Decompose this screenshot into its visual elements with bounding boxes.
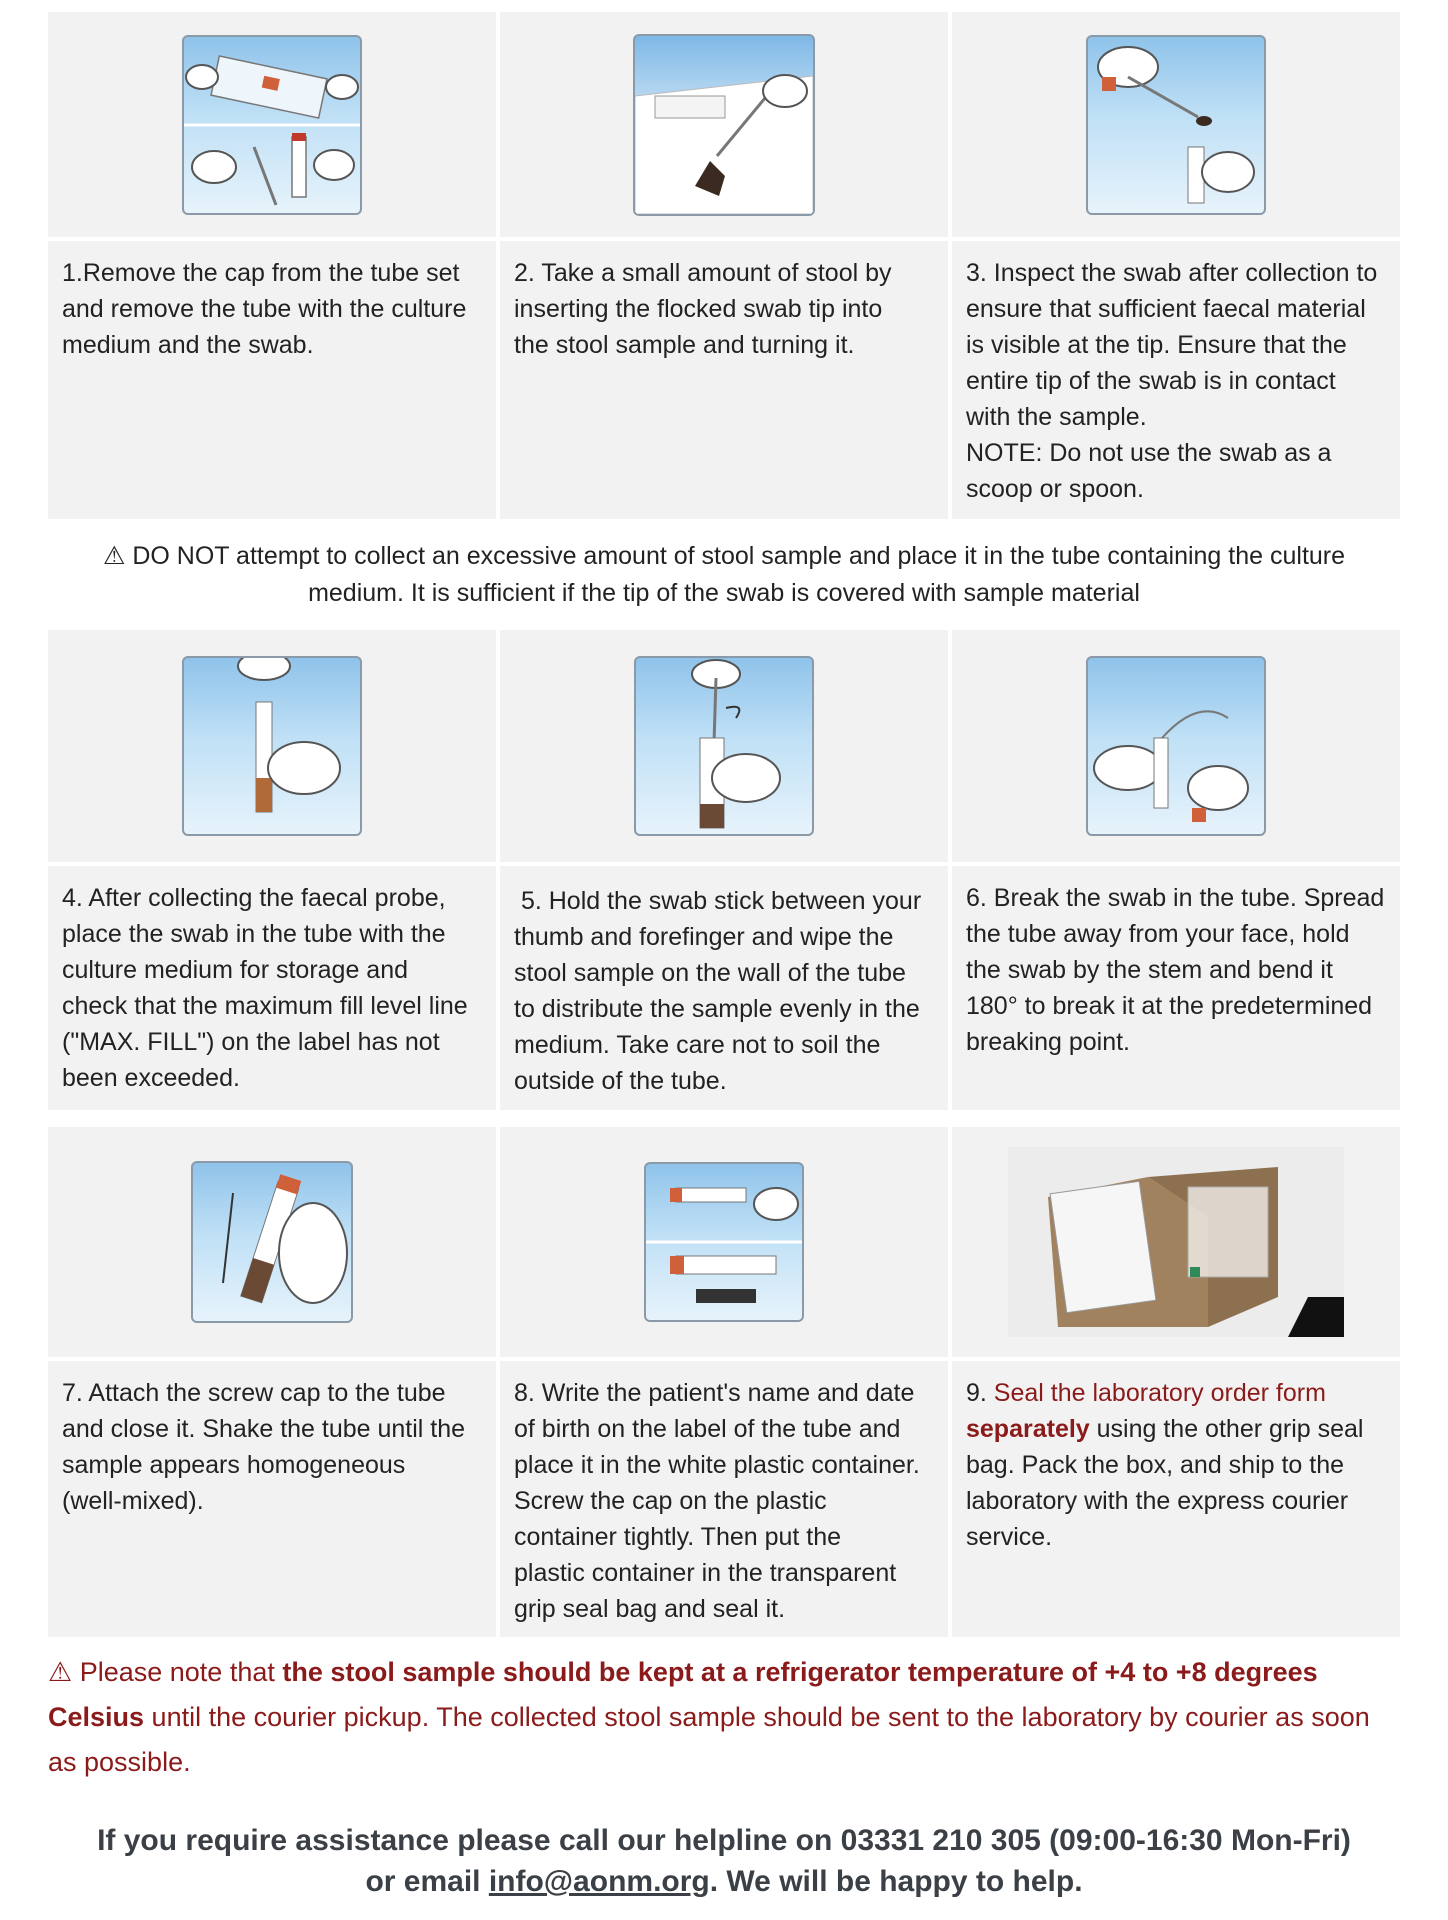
help-line-2 [48,1861,1400,1902]
text-line: place the swab in the tube with the [62,920,446,948]
text-line: culture medium for storage and [62,956,409,984]
steps-row-2 [48,630,1400,1110]
shipping-box-icon [1008,1147,1344,1337]
step-7-image-cell [48,1127,496,1357]
text-line: NOTE: Do not use the swab as a [966,439,1332,467]
step-3-illustration [1086,35,1266,215]
step-9-red-text: Seal the laboratory order form [993,1379,1326,1407]
step-1-image-cell [48,12,496,237]
step-6-text [952,866,1400,1110]
text-line: been exceeded. [62,1064,240,1092]
text-line: 2. Take a small amount of stool by [514,259,892,287]
step-3-text [952,241,1400,519]
text-line: the stool sample and turning it. [514,331,855,359]
text-line: breaking point. [966,1028,1131,1056]
step-6-image-cell [952,630,1400,862]
text-line: the tube away from your face, hold [966,920,1350,948]
step-2-text [500,241,948,519]
text-line: inserting the flocked swab tip into [514,295,883,323]
tube-set-icon [184,37,360,213]
text-line: (well-mixed). [62,1487,204,1515]
shake-tube-icon [193,1163,351,1321]
warning-2-suffix: until the courier pickup. The collected stool sample should be sent to the laboratory by courier as soon as possible. [48,1702,1370,1777]
text-line: 1.Remove the cap from the tube set [62,259,460,287]
text-line: sample appears homogeneous [62,1451,406,1479]
refrigeration-warning [48,1650,1400,1785]
text-line: scoop or spoon. [966,475,1144,503]
text-line: plastic container in the transparent [514,1559,897,1587]
text-line: Screw the cap on the plastic [514,1487,827,1515]
step-7-text [48,1361,496,1637]
step-5-text [500,866,948,1110]
step-4-image-cell [48,630,496,862]
step-7-illustration [191,1161,353,1323]
step-1-illustration [182,35,362,215]
steps-row-1 [48,12,1400,519]
warning-2-prefix: ⚠ Please note that [48,1657,283,1687]
step-9-line-2: bag. Pack the box, and ship to the [966,1451,1345,1479]
step-9-line-1: using the other grip seal [1089,1415,1364,1443]
text-line: check that the maximum fill level line [62,992,468,1020]
step-6-illustration [1086,656,1266,836]
text-line: outside of the tube. [514,1067,727,1095]
helpline-notice [48,1820,1400,1902]
text-line: the swab by the stem and bend it [966,956,1333,984]
step-2-illustration [633,34,815,216]
text-line: ("MAX. FILL") on the label has not [62,1028,440,1056]
text-line: to distribute the sample evenly in the [514,995,920,1023]
text-line: 3. Inspect the swab after collection to [966,259,1378,287]
text-line: medium and the swab. [62,331,314,359]
step-9-text [952,1361,1400,1637]
tube-fill-icon [184,658,360,834]
help-line-2-post: . We will be happy to help. [709,1865,1083,1898]
step-8-image-cell [500,1127,948,1357]
text-line: entire tip of the swab is in contact [966,367,1336,395]
swab-inspect-icon [1088,37,1264,213]
step-9-image-cell [952,1127,1400,1357]
stool-swab-icon [635,36,813,214]
text-line: with the sample. [966,403,1147,431]
help-line-2-pre: or email [365,1865,489,1898]
text-line: 4. After collecting the faecal probe, [62,884,446,912]
step-2-image-cell [500,12,948,237]
step-4-text [48,866,496,1110]
text-line: and close it. Shake the tube until the [62,1415,466,1443]
step-1-text [48,241,496,519]
text-line: medium. Take care not to soil the [514,1031,881,1059]
email-link[interactable]: info@aonm.org [488,1865,710,1898]
text-line: of birth on the label of the tube and [514,1415,901,1443]
text-line: thumb and forefinger and wipe the [514,923,894,951]
step-9-prefix: 9. [966,1379,994,1407]
warning-1-line-1: ⚠ DO NOT attempt to collect an excessive amount of stool sample and place it in the tube containing the culture [102,542,1346,570]
help-line-1: If you require assistance please call our helpline on 03331 210 305 (09:00-16:30 Mon-Fri) [97,1824,1351,1857]
step-4-illustration [182,656,362,836]
warning-2-bold: the stool sample should be kept at a refrigerator temperature of +4 to +8 degrees Celsius [48,1657,1318,1732]
text-line: and remove the tube with the culture [62,295,467,323]
text-line: container tightly. Then put the [514,1523,842,1551]
text-line: 5. Hold the swab stick between your [514,887,922,915]
text-line: ensure that sufficient faecal material [966,295,1366,323]
step-5-illustration [634,656,814,836]
text-line: stool sample on the wall of the tube [514,959,906,987]
text-line: 6. Break the swab in the tube. Spread [966,884,1385,912]
step-8-illustration [644,1162,804,1322]
text-line: grip seal bag and seal it. [514,1595,786,1623]
step-9-photo [1008,1147,1344,1337]
text-line: is visible at the tip. Ensure that the [966,331,1347,359]
swab-break-icon [1088,658,1264,834]
text-line: 180° to break it at the predetermined [966,992,1373,1020]
warning-1-line-2: medium. It is sufficient if the tip of the swab is covered with sample material [308,579,1140,607]
text-line: 8. Write the patient's name and date [514,1379,915,1407]
step-3-image-cell [952,12,1400,237]
swab-wipe-icon [636,658,812,834]
excess-sample-warning [48,538,1400,612]
label-tube-icon [646,1164,802,1320]
step-9-bold-red: separately [966,1415,1090,1443]
text-line: 7. Attach the screw cap to the tube [62,1379,446,1407]
step-8-text [500,1361,948,1637]
text-line: place it in the white plastic container. [514,1451,920,1479]
step-5-image-cell [500,630,948,862]
step-9-line-3: laboratory with the express courier [966,1487,1349,1515]
step-9-line-4: service. [966,1523,1053,1551]
steps-row-3 [48,1127,1400,1637]
